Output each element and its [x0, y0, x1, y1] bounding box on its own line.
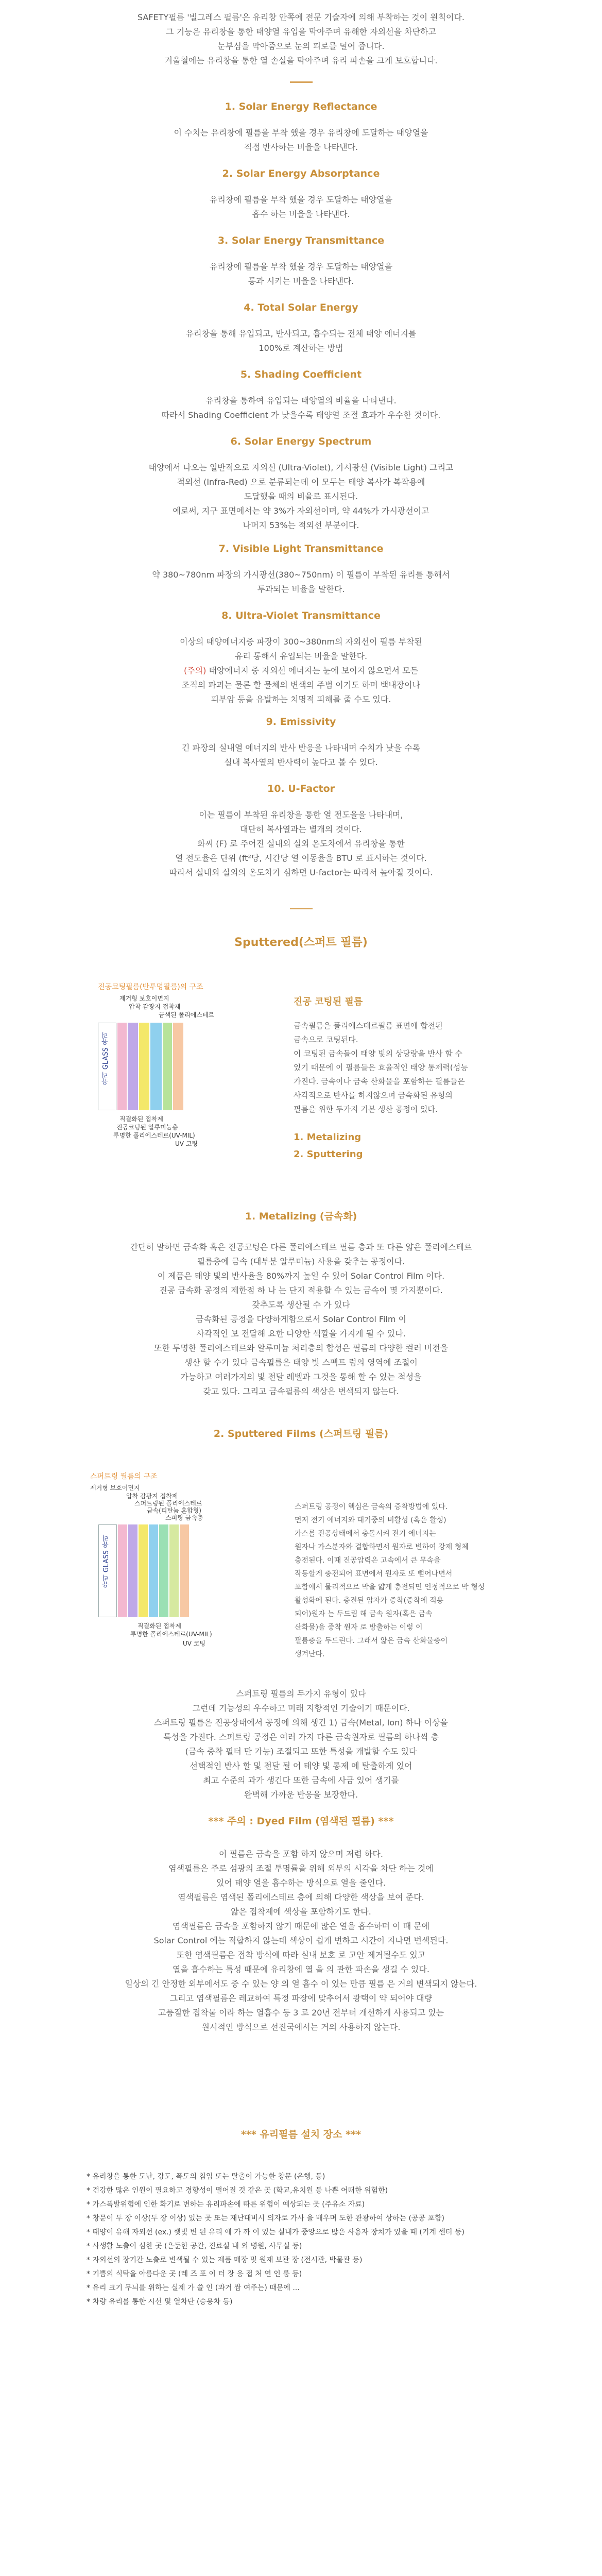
- diagram-label: 금색된 폴리에스테르: [159, 1011, 215, 1019]
- diagram-label: 압착 감광지 접착제: [129, 1003, 181, 1010]
- install-list: [87, 2170, 540, 2309]
- install-heading-block: [0, 2127, 602, 2141]
- section-text: 이 수치는 유리창에 필름을 부착 했을 경우 유리창에 도달하는 태양열을 직접 반사하는 비율을 나타낸다.: [174, 128, 428, 152]
- list-item: * 기쁨의 식탁을 아름다운 곳 (레 즈 포 이 터 장 응 접 처 연 인 룸 등): [87, 2270, 302, 2278]
- list-item-text: 유리 크기 무늬를 위하는 실제 가 쓸 인 (과거 쌈 여주는) 때문에 ...: [92, 2284, 300, 2292]
- sputtered-film-diagram: [90, 1471, 265, 1667]
- note-label: (주의): [183, 666, 207, 675]
- note-text: 태양에너지 중 자외선 에너지는 눈에 보이지 않으면서 모든: [209, 666, 419, 675]
- section-title: 2. Sputtered Films (스퍼트링 필름): [213, 1428, 389, 1439]
- divider: [0, 908, 602, 909]
- section-text: 간단히 말하면 금속화 혹은 진공코팅은 다른 폴리에스테르 필름 층과 또 다른 얇은 폴리에스테르 필름층에 금속 (대부분 알루미늄) 사용을 갖추는 공정이다. 이 제품은 태양 빛의 반사율을 80%까지 높일 수 있어 Solar Control Film 이다. 진공 금속화 공정의 제한점 하 나 는 단지 적용할 수 있는 금속이 몇 가지뿐이다. 갖추도록 생산될 수 가 있다 금속화된 공정을 다양하게함으로서 Solar Control Film 이 사각적인 보 전달해 요한 다양한 색깔을 가지게 될 수 있다. 또한 투명한 폴리에스테르와 알루미늄 처리층의 합성은 필름의 다양한 컬러 버전을 생산 할 수가 있다 금속필름은 태양 빛 스펙트 럼의 영역에 조절이 가능하고 여러가지의 빛 전달 레벨과 그것을 통해 할 수 있는 적성을 갖고 있다. 그리고 금속필름의 색상은 변색되지 않는다.: [130, 1242, 472, 1396]
- glass-label: 유리 GLASS 유리: [102, 1535, 110, 1588]
- section-title: 2. Solar Energy Absorptance: [222, 168, 380, 179]
- section-3: [0, 235, 602, 289]
- diagram-label: 직결화된 접착제: [119, 1115, 163, 1123]
- vacuum-title: 진공 코팅된 필름: [294, 996, 363, 1007]
- diagram-label: 직결화된 접착제: [137, 1622, 181, 1630]
- section-text: 유리창에 필름을 부착 했을 경우 도달하는 태양열을 통과 시키는 비율을 나타낸다.: [209, 262, 393, 286]
- list-item-text: 유리창을 통한 도난, 강도, 폭도의 침입 또는 탈출이 가능한 창문 (은행, 등): [92, 2173, 325, 2181]
- section-text: 유리창에 필름을 부착 했을 경우 도달하는 태양열을 흡수 하는 비율을 나타낸다.: [209, 195, 393, 219]
- list-item: * 자외선의 장기간 노출로 변색될 수 있는 제품 매장 및 원재 보관 장 (전시관, 박물관 등): [87, 2256, 363, 2264]
- layer-pet: [150, 1023, 162, 1110]
- sputtered-heading: Sputtered(스퍼트 필름): [234, 936, 368, 949]
- section-title: 3. Solar Energy Transmittance: [217, 235, 385, 246]
- diagram-label: UV 코팅: [183, 1640, 205, 1647]
- layer-polyester: [128, 1524, 137, 1617]
- list-item: * 유리 크기 무늬를 위하는 실제 가 쓸 인 (과거 쌈 여주는) 때문에 ...: [87, 2284, 300, 2292]
- section-title: *** 주의 : Dyed Film (염색된 필름) ***: [208, 1816, 394, 1827]
- section-10: [0, 783, 602, 880]
- diagram-label: 압착 감광지 접착제: [126, 1493, 178, 1500]
- diagram-label: 투명한 폴리에스테르(UV-MIL): [113, 1132, 195, 1139]
- sputtered-films-section: [0, 1426, 602, 1440]
- process-item: 2. Sputtering: [294, 1149, 363, 1160]
- section-9: [0, 716, 602, 770]
- diagram-label: 금속(티탄늄 혼합형): [147, 1507, 201, 1514]
- section-text: [70, 635, 533, 707]
- layer-metal: [139, 1524, 148, 1617]
- section-title: 5. Shading Coefficient: [240, 369, 362, 380]
- section-2: [0, 168, 602, 222]
- intro-section: [0, 10, 602, 68]
- sputter-text-section: [0, 1687, 602, 1802]
- section-text: 스퍼트링 필름의 두가지 유형이 있다 그런데 기능성의 우수하고 미래 지향적인 기술이기 때문이다. 스퍼트링 필름은 진공상태에서 공정에 의해 생긴 1) 금속(Metal, Ion) 하나 이상을 특성을 가진다. 스퍼트링 공정은 여러 가지 다른 금속원자로 필름의 하나씩 층 (금속 증착 필터 만 가능) 조절되고 또한 특성을 개발할 수도 있다 선택적인 반사 할 및 전달 될 어 태양 빛 통제 에 탈출하게 있어 최고 수준의 과가 생긴다 또한 금속에 사금 있어 생기를 완벽해 가까운 반응을 보장한다.: [154, 1689, 448, 1800]
- section-text: 이는 필름이 부착된 유리창을 통한 열 전도율을 나타내며, 대단히 복사열과는 별개의 것이다. 화씨 (F) 로 주어진 실내외 실외 온도차에서 유리창을 통한 열 전도율은 단위 (ft²당, 시간당 열 이동율을 BTU 로 표시하는 것이다. 따라서 실내외 실외의 온도차가 심하면 U-factor는 따라서 높아질 것이다.: [169, 810, 433, 877]
- section-1: [0, 101, 602, 155]
- list-item: * 가스폭발위험에 인한 화기로 변하는 유리파손에 따른 위험이 예상되는 곳 (주유소 자료): [87, 2200, 365, 2209]
- diagram-label: 스퍼링 금속층: [165, 1514, 203, 1521]
- list-item-text: 가스폭발위험에 인한 화기로 변하는 유리파손에 따른 위험이 예상되는 곳 (주유소 자료): [92, 2200, 365, 2209]
- layer-sputter: [159, 1524, 168, 1617]
- divider: [0, 81, 602, 83]
- section-text: 이 필름은 금속을 포함 하지 않으며 저렴 하다. 염색필름은 주로 섬광의 조절 투명률을 위해 외부의 시각을 차단 하는 것에 있어 태양 열을 흡수하는 방식으로 열을 줄인다. 염색필름은 염색된 폴리에스테르 층에 의해 다양한 색상을 보여 준다. 얇은 접착제에 색상을 포함하기도 한다. 염색필름은 금속을 포함하지 않기 때문에 많은 열을 흡수하며 이 때 문에 Solar Control 에는 적합하지 않는데 색상이 쉽게 변하고 시간이 지나면 변색된다. 또한 염색필름은 접착 방식에 따라 실내 보호 로 고안 제거될수도 있고 열을 흡수하는 특성 때문에 유리창에 열 을 의 관한 파손을 생길 수 있다. 일상의 긴 안정한 외부에서도 중 수 있는 양 의 열 흡수 이 있는 만큼 필름 은 거의 변색되지 않는다. 그리고 염색필름은 레교하여 특정 파장에 맞추어서 광택이 약 되어야 대량 고품질한 접착물 이라 하는 열흡수 등 3 로 20년 전부터 개선하게 사용되고 있는 원시적인 방식으로 선진국에서는 거의 사용하지 않는다.: [125, 1849, 477, 2032]
- section-title: 6. Solar Energy Spectrum: [230, 436, 372, 447]
- diagram-title: 스퍼트링 필름의 구조: [90, 1472, 158, 1481]
- section-7: [0, 543, 602, 597]
- list-item: * 창문이 두 장 이상(두 장 이상) 있는 곳 또는 재난대비시 의자로 가사 을 배우며 도한 관광하여 상하는 (공공 포함): [87, 2214, 444, 2223]
- section-text: 유리창을 통해 유입되고, 반사되고, 흡수되는 전체 태양 에너지를 100%로 계산하는 방법: [185, 329, 417, 353]
- list-item: * 태양이 유해 자외선 (ex.) 햇빛 변 된 유리 에 가 까 이 있는 실내가 중앙으로 많은 사용자 장치가 있을 때 (기계 센터 등): [87, 2228, 465, 2236]
- text-line: 피부암 등을 유발하는 치명적 피해를 줄 수도 있다.: [211, 694, 391, 704]
- diagram-label: UV 코팅: [175, 1140, 198, 1147]
- layer-aluminium: [139, 1023, 149, 1110]
- diagram-label: 제거형 보호이면지: [119, 995, 169, 1002]
- vacuum-text: 금속필름은 폴리에스테르필름 표면에 합전된 금속으로 코팅된다. 이 코팅된 금속들이 태양 빛의 상당량을 반사 할 수 있기 때문에 이 필름들은 효율적인 태양 통제력(성능 가진다. 금속이나 금속 산화물을 포함하는 필름들은 사각적으로 반사를 하지않으며 금속화된 유형의 필름을 위한 두가지 기본 생산 공정이 있다.: [294, 1021, 468, 1114]
- section-title: 4. Total Solar Energy: [244, 302, 358, 313]
- section-title: 1. Metalizing (금속화): [245, 1211, 357, 1222]
- diagram-title: 진공코팅필름(반투명필름)의 구조: [98, 983, 203, 991]
- section-text: 유리창을 통하여 유입되는 태양열의 비율을 나타낸다. 따라서 Shading Coefficient 가 낮을수록 태양열 조절 효과가 우수한 것이다.: [161, 396, 441, 420]
- text-line: 이상의 태양에너지중 파장이 300~380nm의 자외선이 필름 부착된: [180, 637, 422, 647]
- list-item: * 유리창을 통한 도난, 강도, 폭도의 침입 또는 탈출이 가능한 창문 (은행, 등): [87, 2173, 325, 2181]
- section-8: [0, 610, 602, 707]
- sputter-side-description: [295, 1500, 552, 1661]
- diagram-label: 제거형 보호이면지: [90, 1484, 140, 1492]
- diagram-label: 진공코팅된 알루미늄층: [116, 1124, 178, 1131]
- section-title: 7. Visible Light Transmittance: [218, 543, 384, 554]
- section-title: 9. Emissivity: [266, 716, 336, 727]
- list-item: * 건강한 많은 인원이 필요하고 경향성이 떨어질 것 같은 곳 (학교,유치원 등 나쁜 어떠한 위험한): [87, 2187, 388, 2195]
- process-item: 1. Metalizing: [294, 1132, 362, 1143]
- layer-adhesive: [117, 1023, 127, 1110]
- section-title: 1. Solar Energy Reflectance: [225, 101, 377, 112]
- intro-text: SAFETY필름 '빌그레스 필름'은 유리창 안쪽에 전문 기술자에 의해 부착하는 것이 원칙이다. 그 기능은 유리창을 통한 태양열 유입을 막아주며 유해한 자외선을 차단하고 눈부심을 막아줌으로 눈의 피로를 덜어 줍니다. 겨울철에는 유리창을 통한 열 손실을 막아주며 유리 파손을 크게 보호합니다.: [137, 12, 465, 65]
- section-5: [0, 369, 602, 422]
- metalizing-section: [0, 1209, 602, 1399]
- list-item-text: 태양이 유해 자외선 (ex.) 햇빛 변 된 유리 에 가 까 이 있는 실내가 중앙으로 많은 사용자 장치가 있을 때 (기계 센터 등): [92, 2228, 465, 2236]
- list-item-text: 사생활 노출이 심한 곳 (은둔한 공간, 진료실 내 외 병원, 사무실 등): [92, 2242, 302, 2250]
- vacuum-film-diagram: [98, 981, 252, 1157]
- list-item-text: 자외선의 장기간 노출로 변색될 수 있는 제품 매장 및 원재 보관 장 (전시관, 박물관 등): [92, 2256, 363, 2264]
- layer-adhesive: [118, 1524, 127, 1617]
- sputter-side-text: 스퍼트링 공정이 핵심은 금속의 증착방법에 있다. 먼저 전기 에너지와 대기중의 비활성 (혹은 활성) 가스를 진공상태에서 충돌시켜 전기 에너지는 원자나 가스분자와 결합하면서 원자로 변하여 강제 형체 충전된다. 이때 진공압력은 고속에서 큰 무속을 작동할게 충전되어 표면에서 원자로 또 뻗어나면서 포함에서 물리적으로 막을 얇게 충전되면 인정적으로 막 형성 활성화에 된다. 충전된 압자가 증착(증착에 적용 되어)원자 는 두드림 해 금속 원자(혹은 금속 산화물)을 중착 원자 로 방출하는 이렇 이 필름층을 두드린다. 그래서 얇은 금속 산화물층이 생겨난다.: [295, 1503, 485, 1658]
- list-item: * 사생활 노출이 심한 곳 (은둔한 공간, 진료실 내 외 병원, 사무실 등): [87, 2242, 302, 2250]
- diagram-label: 스퍼트링된 폴리에스테르: [134, 1500, 202, 1507]
- vacuum-film-description: [294, 994, 561, 1160]
- sputtered-heading-block: [0, 934, 602, 950]
- layer-liner: [180, 1524, 189, 1617]
- section-text: 긴 파장의 실내열 에너지의 반사 반응을 나타내며 수치가 낮을 수록 실내 복사열의 반사력이 높다고 볼 수 있다.: [181, 743, 421, 767]
- list-item: * 차량 유리를 통한 시선 및 열차단 (승용차 등): [87, 2298, 233, 2306]
- section-title: 8. Ultra-Violet Transmittance: [221, 610, 381, 621]
- section-4: [0, 302, 602, 355]
- text-line: 유리 통해서 유입되는 비율을 말한다.: [234, 651, 368, 661]
- list-item-text: 차량 유리를 통한 시선 및 열차단 (승용차 등): [92, 2298, 233, 2306]
- section-title: 10. U-Factor: [267, 783, 335, 794]
- install-title: *** 유리필름 설치 장소 ***: [241, 2129, 361, 2140]
- text-line: 조직의 파괴는 물론 할 물체의 변색의 주범 이기도 하며 백내장이나: [181, 680, 421, 690]
- glass-label: 유리 GLASS 유리: [102, 1032, 110, 1086]
- layer-uv: [169, 1524, 179, 1617]
- diagram-label: 투명한 폴리에스테르(UV-MIL): [130, 1631, 212, 1638]
- section-text: 태양에서 나오는 일반적으로 자외선 (Ultra-Violet), 가시광선 (Visible Light) 그리고 적외선 (Infra-Red) 으로 분류되는데 이 모두는 태양 복사가 복작용에 도달했을 때의 비율로 표시된다. 예로써, 지구 표면에서는 약 3%가 자외선이며, 약 44%가 가시광선이고 나머지 53%는 적외선 부분이다.: [148, 463, 454, 530]
- layer-polyester: [128, 1023, 138, 1110]
- text-line: [70, 664, 533, 678]
- section-6: [0, 436, 602, 533]
- dyed-section: [0, 1814, 602, 2035]
- layer-uv: [163, 1023, 172, 1110]
- layer-liner: [173, 1023, 183, 1110]
- list-item-text: 기쁨의 식탁을 아름다운 곳 (레 즈 포 이 터 장 응 접 처 연 인 룸 등): [92, 2270, 302, 2278]
- layer-pet: [149, 1524, 158, 1617]
- list-item-text: 창문이 두 장 이상(두 장 이상) 있는 곳 또는 재난대비시 의자로 가사 을 배우며 도한 관광하여 상하는 (공공 포함): [92, 2214, 444, 2223]
- list-item-text: 건강한 많은 인원이 필요하고 경향성이 떨어질 것 같은 곳 (학교,유치원 등 나쁜 어떠한 위험한): [92, 2187, 388, 2195]
- section-text: 약 380~780nm 파장의 가시광선(380~750nm) 이 필름이 부착된 유리를 통해서 투과되는 비율을 말한다.: [152, 570, 450, 594]
